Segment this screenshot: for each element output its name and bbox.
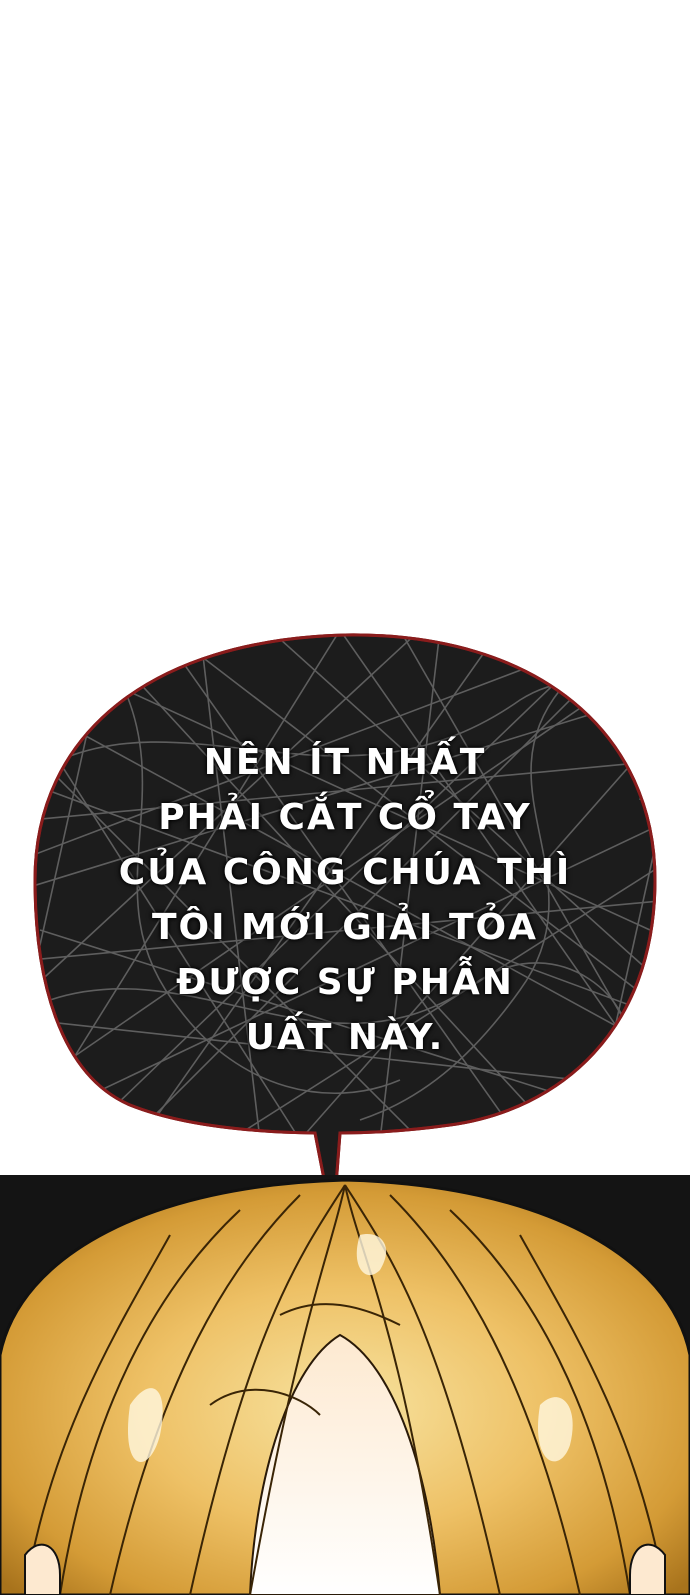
speech-bubble-text <box>95 735 595 1065</box>
dialogue-line: ĐƯỢC SỰ PHẪN <box>176 962 514 1003</box>
blonde-hair-illustration <box>0 1175 690 1595</box>
dialogue-line: UẤT NÀY. <box>245 1017 445 1058</box>
dialogue-line: PHẢI CẮT CỔ TAY <box>158 797 532 838</box>
dialogue-line: TÔI MỚI GIẢI TỎA <box>151 907 539 948</box>
character-panel <box>0 1175 690 1595</box>
dialogue-line: NÊN ÍT NHẤT <box>203 742 487 783</box>
dialogue-line: CỦA CÔNG CHÚA THÌ <box>118 852 572 893</box>
